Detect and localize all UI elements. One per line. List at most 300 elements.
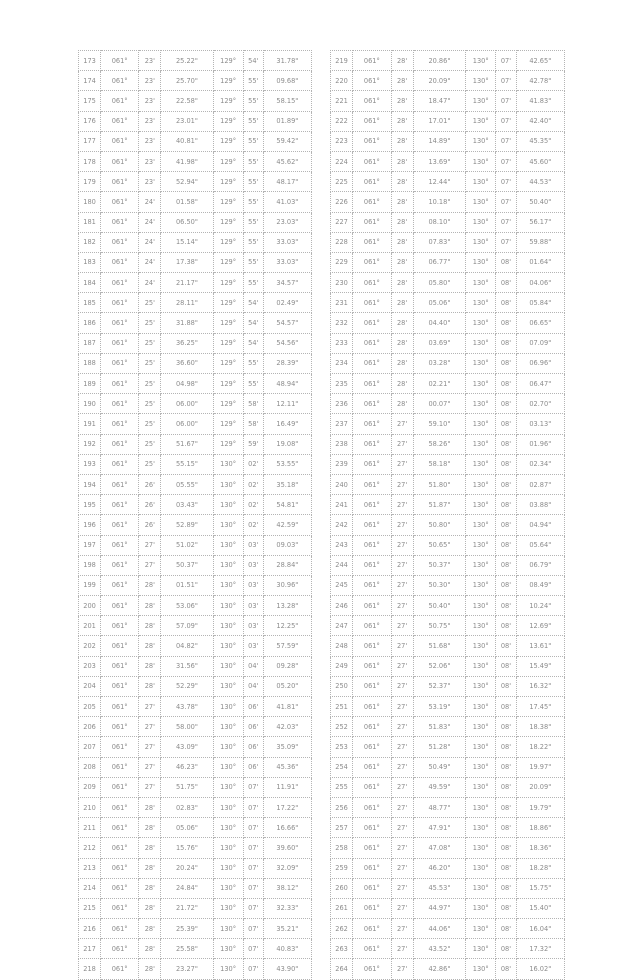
lat-degrees-cell: 061° bbox=[101, 374, 139, 394]
lon-seconds-cell: 41.83" bbox=[516, 91, 564, 111]
lon-degrees-cell: 130° bbox=[466, 474, 496, 494]
lat-seconds-cell: 05.55" bbox=[161, 474, 213, 494]
lat-degrees-cell: 061° bbox=[101, 797, 139, 817]
point-number-cell: 228 bbox=[331, 232, 353, 252]
lat-degrees-cell: 061° bbox=[101, 535, 139, 555]
lon-minutes-cell: 08' bbox=[496, 353, 516, 373]
lat-degrees-cell: 061° bbox=[101, 172, 139, 192]
lon-seconds-cell: 07.09" bbox=[516, 333, 564, 353]
point-number-cell: 236 bbox=[331, 394, 353, 414]
lat-degrees-cell: 061° bbox=[101, 838, 139, 858]
table-row bbox=[331, 717, 565, 737]
lat-seconds-cell: 50.75" bbox=[413, 616, 465, 636]
lat-seconds-cell: 06.50" bbox=[161, 212, 213, 232]
lon-degrees-cell: 130° bbox=[466, 192, 496, 212]
lat-degrees-cell: 061° bbox=[353, 737, 391, 757]
lon-minutes-cell: 07' bbox=[243, 838, 263, 858]
lon-seconds-cell: 54.57" bbox=[263, 313, 311, 333]
point-number-cell: 210 bbox=[79, 797, 101, 817]
lon-minutes-cell: 08' bbox=[496, 333, 516, 353]
lon-minutes-cell: 08' bbox=[496, 555, 516, 575]
table-row bbox=[331, 919, 565, 939]
lon-degrees-cell: 129° bbox=[213, 212, 243, 232]
lon-seconds-cell: 01.96" bbox=[516, 434, 564, 454]
lat-minutes-cell: 28' bbox=[139, 575, 161, 595]
lat-minutes-cell: 28' bbox=[391, 91, 413, 111]
table-row bbox=[331, 656, 565, 676]
lon-seconds-cell: 16.32" bbox=[516, 676, 564, 696]
lat-seconds-cell: 05.06" bbox=[413, 293, 465, 313]
lon-minutes-cell: 04' bbox=[243, 656, 263, 676]
lat-minutes-cell: 28' bbox=[391, 374, 413, 394]
lat-seconds-cell: 58.18" bbox=[413, 454, 465, 474]
lon-minutes-cell: 07' bbox=[243, 858, 263, 878]
lon-seconds-cell: 48.17" bbox=[263, 172, 311, 192]
point-number-cell: 219 bbox=[331, 51, 353, 71]
table-row bbox=[79, 515, 312, 535]
table-row bbox=[79, 252, 312, 272]
lat-seconds-cell: 36.60" bbox=[161, 353, 213, 373]
table-row bbox=[331, 474, 565, 494]
point-number-cell: 217 bbox=[79, 939, 101, 959]
lat-minutes-cell: 28' bbox=[391, 273, 413, 293]
point-number-cell: 223 bbox=[331, 131, 353, 151]
lat-degrees-cell: 061° bbox=[101, 515, 139, 535]
lon-minutes-cell: 55' bbox=[243, 151, 263, 171]
lon-degrees-cell: 130° bbox=[213, 535, 243, 555]
lat-seconds-cell: 06.77" bbox=[413, 252, 465, 272]
lon-minutes-cell: 08' bbox=[496, 434, 516, 454]
table-row bbox=[79, 131, 312, 151]
table-row bbox=[79, 898, 312, 918]
lon-degrees-cell: 130° bbox=[213, 636, 243, 656]
table-row bbox=[79, 616, 312, 636]
point-number-cell: 218 bbox=[79, 959, 101, 979]
lat-minutes-cell: 27' bbox=[391, 414, 413, 434]
lon-degrees-cell: 129° bbox=[213, 51, 243, 71]
lon-minutes-cell: 55' bbox=[243, 252, 263, 272]
lat-seconds-cell: 52.89" bbox=[161, 515, 213, 535]
table-row bbox=[331, 515, 565, 535]
lat-minutes-cell: 28' bbox=[139, 797, 161, 817]
coordinate-table-left bbox=[78, 50, 312, 980]
lat-seconds-cell: 02.83" bbox=[161, 797, 213, 817]
lon-seconds-cell: 16.66" bbox=[263, 818, 311, 838]
lat-degrees-cell: 061° bbox=[353, 838, 391, 858]
lat-minutes-cell: 27' bbox=[391, 757, 413, 777]
lon-minutes-cell: 54' bbox=[243, 51, 263, 71]
lon-minutes-cell: 08' bbox=[496, 959, 516, 979]
lat-minutes-cell: 25' bbox=[139, 394, 161, 414]
table-row bbox=[331, 878, 565, 898]
lon-minutes-cell: 08' bbox=[496, 858, 516, 878]
lat-minutes-cell: 28' bbox=[139, 676, 161, 696]
table-row bbox=[331, 858, 565, 878]
table-row bbox=[79, 596, 312, 616]
lon-minutes-cell: 08' bbox=[496, 374, 516, 394]
lon-degrees-cell: 130° bbox=[466, 212, 496, 232]
point-number-cell: 245 bbox=[331, 575, 353, 595]
lat-degrees-cell: 061° bbox=[353, 797, 391, 817]
lat-seconds-cell: 25.39" bbox=[161, 919, 213, 939]
table-row bbox=[331, 131, 565, 151]
point-number-cell: 215 bbox=[79, 898, 101, 918]
lat-minutes-cell: 28' bbox=[391, 353, 413, 373]
lon-degrees-cell: 130° bbox=[213, 515, 243, 535]
lon-seconds-cell: 50.40" bbox=[516, 192, 564, 212]
lon-minutes-cell: 08' bbox=[496, 495, 516, 515]
lon-degrees-cell: 130° bbox=[213, 454, 243, 474]
lat-degrees-cell: 061° bbox=[353, 51, 391, 71]
table-row bbox=[79, 636, 312, 656]
lat-degrees-cell: 061° bbox=[353, 495, 391, 515]
lat-degrees-cell: 061° bbox=[101, 777, 139, 797]
lon-seconds-cell: 28.84" bbox=[263, 555, 311, 575]
lat-minutes-cell: 27' bbox=[391, 434, 413, 454]
lat-seconds-cell: 17.38" bbox=[161, 252, 213, 272]
lat-degrees-cell: 061° bbox=[353, 71, 391, 91]
lat-minutes-cell: 27' bbox=[391, 515, 413, 535]
lat-seconds-cell: 08.10" bbox=[413, 212, 465, 232]
lat-minutes-cell: 28' bbox=[139, 596, 161, 616]
lat-degrees-cell: 061° bbox=[353, 818, 391, 838]
lon-minutes-cell: 08' bbox=[496, 737, 516, 757]
lon-degrees-cell: 129° bbox=[213, 313, 243, 333]
lat-minutes-cell: 28' bbox=[139, 898, 161, 918]
table-row bbox=[79, 232, 312, 252]
lon-seconds-cell: 06.79" bbox=[516, 555, 564, 575]
lon-seconds-cell: 02.49" bbox=[263, 293, 311, 313]
lat-degrees-cell: 061° bbox=[353, 434, 391, 454]
lon-degrees-cell: 130° bbox=[466, 777, 496, 797]
lat-seconds-cell: 22.58" bbox=[161, 91, 213, 111]
point-number-cell: 201 bbox=[79, 616, 101, 636]
lat-degrees-cell: 061° bbox=[353, 131, 391, 151]
lat-minutes-cell: 28' bbox=[139, 656, 161, 676]
lon-minutes-cell: 08' bbox=[496, 676, 516, 696]
point-number-cell: 198 bbox=[79, 555, 101, 575]
lat-degrees-cell: 061° bbox=[353, 717, 391, 737]
lat-minutes-cell: 24' bbox=[139, 232, 161, 252]
lon-seconds-cell: 56.17" bbox=[516, 212, 564, 232]
lat-degrees-cell: 061° bbox=[353, 636, 391, 656]
lat-degrees-cell: 061° bbox=[353, 535, 391, 555]
lat-seconds-cell: 50.65" bbox=[413, 535, 465, 555]
lat-minutes-cell: 28' bbox=[391, 111, 413, 131]
lat-seconds-cell: 58.00" bbox=[161, 717, 213, 737]
lat-minutes-cell: 27' bbox=[391, 919, 413, 939]
lat-seconds-cell: 53.19" bbox=[413, 697, 465, 717]
lat-seconds-cell: 52.29" bbox=[161, 676, 213, 696]
lon-minutes-cell: 07' bbox=[496, 71, 516, 91]
lat-seconds-cell: 45.53" bbox=[413, 878, 465, 898]
lon-minutes-cell: 55' bbox=[243, 131, 263, 151]
lat-degrees-cell: 061° bbox=[353, 151, 391, 171]
point-number-cell: 190 bbox=[79, 394, 101, 414]
lat-minutes-cell: 25' bbox=[139, 454, 161, 474]
table-row bbox=[79, 777, 312, 797]
lon-seconds-cell: 54.56" bbox=[263, 333, 311, 353]
lat-seconds-cell: 44.06" bbox=[413, 919, 465, 939]
lat-seconds-cell: 58.26" bbox=[413, 434, 465, 454]
table-row bbox=[331, 676, 565, 696]
lat-seconds-cell: 23.01" bbox=[161, 111, 213, 131]
table-row bbox=[79, 656, 312, 676]
lon-degrees-cell: 130° bbox=[466, 454, 496, 474]
lon-minutes-cell: 54' bbox=[243, 313, 263, 333]
lat-minutes-cell: 27' bbox=[391, 898, 413, 918]
table-row bbox=[79, 313, 312, 333]
lat-minutes-cell: 28' bbox=[391, 232, 413, 252]
lon-seconds-cell: 42.78" bbox=[516, 71, 564, 91]
lon-degrees-cell: 130° bbox=[466, 555, 496, 575]
lon-seconds-cell: 59.42" bbox=[263, 131, 311, 151]
lon-minutes-cell: 55' bbox=[243, 353, 263, 373]
lon-degrees-cell: 130° bbox=[213, 737, 243, 757]
lon-minutes-cell: 07' bbox=[496, 212, 516, 232]
lat-seconds-cell: 18.47" bbox=[413, 91, 465, 111]
point-number-cell: 235 bbox=[331, 374, 353, 394]
lon-minutes-cell: 54' bbox=[243, 293, 263, 313]
lat-minutes-cell: 24' bbox=[139, 273, 161, 293]
lat-minutes-cell: 28' bbox=[391, 71, 413, 91]
lat-degrees-cell: 061° bbox=[353, 273, 391, 293]
lat-seconds-cell: 28.11" bbox=[161, 293, 213, 313]
point-number-cell: 226 bbox=[331, 192, 353, 212]
lat-seconds-cell: 51.75" bbox=[161, 777, 213, 797]
lon-degrees-cell: 130° bbox=[213, 818, 243, 838]
lat-minutes-cell: 28' bbox=[391, 192, 413, 212]
table-row bbox=[331, 636, 565, 656]
lat-degrees-cell: 061° bbox=[101, 434, 139, 454]
lon-minutes-cell: 03' bbox=[243, 555, 263, 575]
table-row bbox=[79, 757, 312, 777]
table-row bbox=[331, 434, 565, 454]
point-number-cell: 194 bbox=[79, 474, 101, 494]
lon-degrees-cell: 130° bbox=[213, 656, 243, 676]
lon-minutes-cell: 55' bbox=[243, 111, 263, 131]
lat-seconds-cell: 31.56" bbox=[161, 656, 213, 676]
lon-degrees-cell: 130° bbox=[466, 898, 496, 918]
lat-minutes-cell: 27' bbox=[391, 474, 413, 494]
table-row bbox=[79, 71, 312, 91]
table-row bbox=[79, 111, 312, 131]
lon-seconds-cell: 02.87" bbox=[516, 474, 564, 494]
lon-degrees-cell: 129° bbox=[213, 414, 243, 434]
lon-degrees-cell: 130° bbox=[466, 131, 496, 151]
lon-seconds-cell: 17.45" bbox=[516, 697, 564, 717]
lat-minutes-cell: 27' bbox=[391, 737, 413, 757]
lat-seconds-cell: 53.06" bbox=[161, 596, 213, 616]
lon-seconds-cell: 57.59" bbox=[263, 636, 311, 656]
lat-minutes-cell: 25' bbox=[139, 293, 161, 313]
lon-degrees-cell: 129° bbox=[213, 71, 243, 91]
lat-seconds-cell: 07.83" bbox=[413, 232, 465, 252]
lon-degrees-cell: 130° bbox=[466, 959, 496, 979]
lon-degrees-cell: 129° bbox=[213, 232, 243, 252]
lat-degrees-cell: 061° bbox=[353, 575, 391, 595]
lat-seconds-cell: 04.82" bbox=[161, 636, 213, 656]
lon-seconds-cell: 32.33" bbox=[263, 898, 311, 918]
lat-minutes-cell: 27' bbox=[139, 737, 161, 757]
lat-degrees-cell: 061° bbox=[353, 192, 391, 212]
lat-seconds-cell: 15.14" bbox=[161, 232, 213, 252]
lon-degrees-cell: 129° bbox=[213, 252, 243, 272]
lon-minutes-cell: 08' bbox=[496, 777, 516, 797]
lon-degrees-cell: 130° bbox=[466, 656, 496, 676]
lon-degrees-cell: 130° bbox=[213, 919, 243, 939]
point-number-cell: 244 bbox=[331, 555, 353, 575]
lat-minutes-cell: 27' bbox=[391, 555, 413, 575]
lon-degrees-cell: 130° bbox=[466, 737, 496, 757]
lon-minutes-cell: 08' bbox=[496, 474, 516, 494]
table-row bbox=[331, 797, 565, 817]
lon-seconds-cell: 45.36" bbox=[263, 757, 311, 777]
point-number-cell: 221 bbox=[331, 91, 353, 111]
lon-seconds-cell: 18.28" bbox=[516, 858, 564, 878]
lat-minutes-cell: 23' bbox=[139, 71, 161, 91]
table-row bbox=[79, 353, 312, 373]
point-number-cell: 241 bbox=[331, 495, 353, 515]
point-number-cell: 181 bbox=[79, 212, 101, 232]
lon-degrees-cell: 130° bbox=[466, 111, 496, 131]
lon-minutes-cell: 55' bbox=[243, 71, 263, 91]
lon-seconds-cell: 06.96" bbox=[516, 353, 564, 373]
point-number-cell: 211 bbox=[79, 818, 101, 838]
lon-minutes-cell: 02' bbox=[243, 454, 263, 474]
lon-seconds-cell: 17.22" bbox=[263, 797, 311, 817]
lat-minutes-cell: 28' bbox=[391, 51, 413, 71]
lon-minutes-cell: 08' bbox=[496, 818, 516, 838]
lon-seconds-cell: 10.24" bbox=[516, 596, 564, 616]
lat-minutes-cell: 28' bbox=[391, 172, 413, 192]
lat-minutes-cell: 28' bbox=[391, 313, 413, 333]
lat-degrees-cell: 061° bbox=[101, 898, 139, 918]
lon-seconds-cell: 04.94" bbox=[516, 515, 564, 535]
lat-minutes-cell: 27' bbox=[391, 777, 413, 797]
lon-seconds-cell: 17.32" bbox=[516, 939, 564, 959]
lon-minutes-cell: 07' bbox=[243, 777, 263, 797]
lat-degrees-cell: 061° bbox=[101, 919, 139, 939]
lat-degrees-cell: 061° bbox=[353, 596, 391, 616]
table-row bbox=[79, 717, 312, 737]
point-number-cell: 179 bbox=[79, 172, 101, 192]
lon-degrees-cell: 130° bbox=[466, 293, 496, 313]
lon-minutes-cell: 02' bbox=[243, 474, 263, 494]
lon-minutes-cell: 08' bbox=[496, 838, 516, 858]
lat-degrees-cell: 061° bbox=[353, 414, 391, 434]
point-number-cell: 234 bbox=[331, 353, 353, 373]
lon-degrees-cell: 129° bbox=[213, 333, 243, 353]
table-row bbox=[331, 232, 565, 252]
point-number-cell: 248 bbox=[331, 636, 353, 656]
lat-minutes-cell: 27' bbox=[391, 575, 413, 595]
lat-seconds-cell: 43.52" bbox=[413, 939, 465, 959]
lat-seconds-cell: 42.86" bbox=[413, 959, 465, 979]
point-number-cell: 220 bbox=[331, 71, 353, 91]
table-row bbox=[79, 818, 312, 838]
lon-degrees-cell: 130° bbox=[213, 757, 243, 777]
lon-minutes-cell: 03' bbox=[243, 596, 263, 616]
lon-degrees-cell: 130° bbox=[466, 151, 496, 171]
table-row bbox=[331, 495, 565, 515]
table-row bbox=[331, 51, 565, 71]
lat-degrees-cell: 061° bbox=[353, 293, 391, 313]
table-row bbox=[79, 333, 312, 353]
lat-minutes-cell: 28' bbox=[139, 838, 161, 858]
lat-seconds-cell: 49.59" bbox=[413, 777, 465, 797]
point-number-cell: 173 bbox=[79, 51, 101, 71]
lat-seconds-cell: 59.10" bbox=[413, 414, 465, 434]
lat-seconds-cell: 50.80" bbox=[413, 515, 465, 535]
point-number-cell: 252 bbox=[331, 717, 353, 737]
lat-seconds-cell: 03.28" bbox=[413, 353, 465, 373]
lon-minutes-cell: 55' bbox=[243, 91, 263, 111]
lon-degrees-cell: 130° bbox=[466, 495, 496, 515]
lat-seconds-cell: 55.15" bbox=[161, 454, 213, 474]
lon-minutes-cell: 55' bbox=[243, 192, 263, 212]
lon-degrees-cell: 129° bbox=[213, 172, 243, 192]
lat-minutes-cell: 23' bbox=[139, 131, 161, 151]
lon-minutes-cell: 02' bbox=[243, 495, 263, 515]
table-row bbox=[331, 959, 565, 979]
lon-minutes-cell: 08' bbox=[496, 535, 516, 555]
lon-degrees-cell: 130° bbox=[213, 555, 243, 575]
lon-minutes-cell: 08' bbox=[496, 414, 516, 434]
lat-degrees-cell: 061° bbox=[101, 151, 139, 171]
table-row bbox=[79, 172, 312, 192]
lat-seconds-cell: 40.81" bbox=[161, 131, 213, 151]
lon-minutes-cell: 08' bbox=[496, 273, 516, 293]
lat-degrees-cell: 061° bbox=[353, 232, 391, 252]
lon-degrees-cell: 130° bbox=[466, 172, 496, 192]
lat-minutes-cell: 28' bbox=[391, 252, 413, 272]
lat-degrees-cell: 061° bbox=[101, 474, 139, 494]
lat-seconds-cell: 51.02" bbox=[161, 535, 213, 555]
lon-degrees-cell: 130° bbox=[213, 616, 243, 636]
lat-seconds-cell: 20.09" bbox=[413, 71, 465, 91]
lon-minutes-cell: 03' bbox=[243, 575, 263, 595]
table-row bbox=[331, 596, 565, 616]
lon-degrees-cell: 130° bbox=[466, 91, 496, 111]
lon-minutes-cell: 08' bbox=[496, 454, 516, 474]
lon-minutes-cell: 08' bbox=[496, 575, 516, 595]
lon-seconds-cell: 13.61" bbox=[516, 636, 564, 656]
lon-degrees-cell: 130° bbox=[213, 575, 243, 595]
table-row bbox=[331, 454, 565, 474]
lon-seconds-cell: 35.21" bbox=[263, 919, 311, 939]
point-number-cell: 224 bbox=[331, 151, 353, 171]
lat-minutes-cell: 27' bbox=[391, 676, 413, 696]
table-row bbox=[79, 394, 312, 414]
lat-seconds-cell: 51.68" bbox=[413, 636, 465, 656]
lon-minutes-cell: 02' bbox=[243, 515, 263, 535]
lon-seconds-cell: 16.04" bbox=[516, 919, 564, 939]
lat-minutes-cell: 28' bbox=[139, 878, 161, 898]
lon-degrees-cell: 130° bbox=[213, 596, 243, 616]
lat-degrees-cell: 061° bbox=[353, 474, 391, 494]
lat-degrees-cell: 061° bbox=[101, 939, 139, 959]
lon-degrees-cell: 130° bbox=[466, 71, 496, 91]
point-number-cell: 185 bbox=[79, 293, 101, 313]
point-number-cell: 180 bbox=[79, 192, 101, 212]
lon-minutes-cell: 08' bbox=[496, 898, 516, 918]
lon-seconds-cell: 45.35" bbox=[516, 131, 564, 151]
lon-seconds-cell: 12.69" bbox=[516, 616, 564, 636]
table-row bbox=[79, 939, 312, 959]
lon-minutes-cell: 07' bbox=[243, 878, 263, 898]
lon-minutes-cell: 08' bbox=[496, 596, 516, 616]
